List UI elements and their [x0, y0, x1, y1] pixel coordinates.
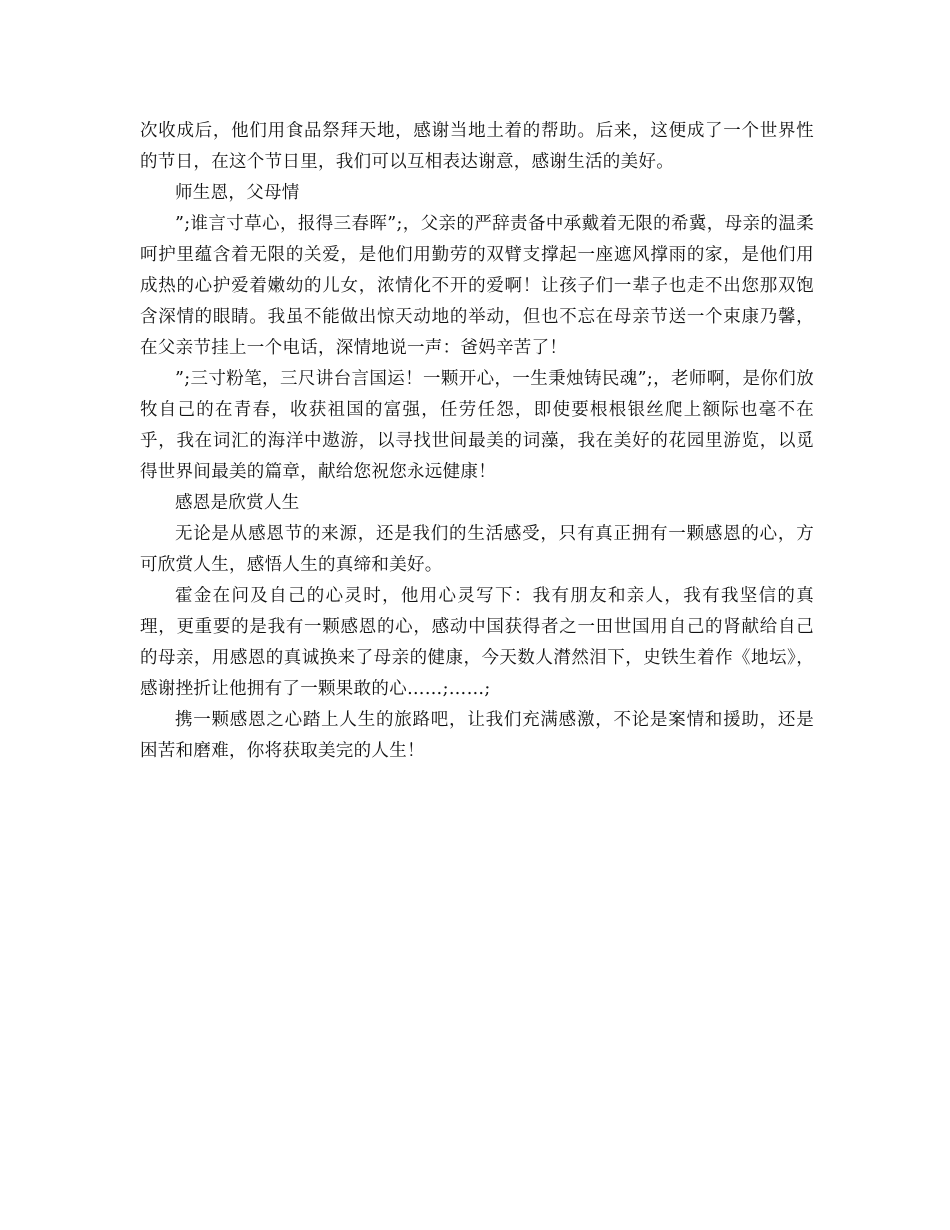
section-heading-appreciate-life: 感恩是欣赏人生: [175, 493, 300, 513]
paragraph-grateful-heart: 无论是从感恩节的来源，还是我们的生活感受，只有真正拥有一颗感恩的心，方可欣赏人生，感悟人生的真缔和美好。: [140, 524, 814, 575]
paragraph-teachers: ”;三寸粉笔，三尺讲台言国运！一颗开心，一生秉烛铸民魂”;，老师啊，是你们放牧自己的在青春，收获祖国的富强，任劳任怨，即使要根根银丝爬上额际也毫不在乎，我在词汇的海洋中遨游，以寻找世间最美的词藻，我在美好的花园里游览，以觅得世界间最美的篇章，献给您祝您永远健康！: [140, 369, 814, 482]
paragraph-hawking: 霍金在问及自己的心灵时，他用心灵写下：我有朋友和亲人，我有我坚信的真理，更重要的是我有一颗感恩的心，感动中国获得者之一田世国用自己的肾献给自己的母亲，用感恩的真诚换来了母亲的健康，今天数人潸然泪下，史铁生着作《地坛》，感谢挫折让他拥有了一颗果敢的心……;……;: [140, 586, 814, 699]
paragraph-parents: ”;谁言寸草心，报得三春晖”;，父亲的严辞责备中承戴着无限的希冀，母亲的温柔呵护里蕴含着无限的关爱，是他们用勤劳的双臂支撑起一座遮风撑雨的家，是他们用成热的心护爱着嫩幼的儿女，浓情化不开的爱啊！让孩子们一辈子也走不出您那双饱含深情的眼睛。我虽不能做出惊天动地的举动，但也不忘在母亲节送一个束康乃馨，在父亲节挂上一个电话，深情地说一声：爸妈辛苦了！: [140, 214, 814, 358]
document-body: [140, 116, 814, 767]
section-heading-teacher-parent: 师生恩，父母情: [175, 183, 300, 203]
paragraph-thanksgiving-origin: 次收成后，他们用食品祭拜天地，感谢当地土着的帮助。后来，这便成了一个世界性的节日，在这个节日里，我们可以互相表达谢意，感谢生活的美好。: [140, 121, 814, 172]
paragraph-conclusion: 携一颗感恩之心踏上人生的旅路吧，让我们充满感激，不论是案情和援助，还是困苦和磨难，你将获取美完的人生！: [140, 710, 814, 761]
